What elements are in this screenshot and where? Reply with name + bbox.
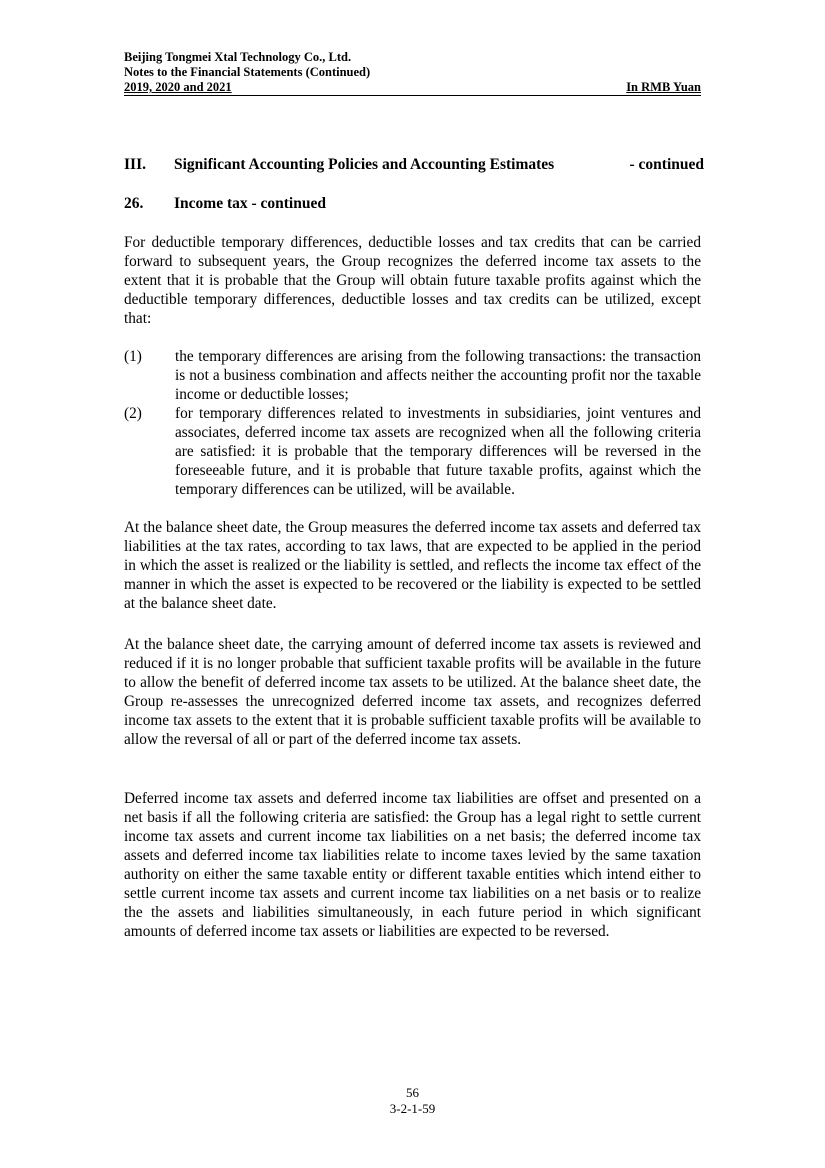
subsection-number: 26. bbox=[124, 195, 144, 212]
notes-title: Notes to the Financial Statements (Continued) bbox=[124, 65, 371, 79]
list-item-2 bbox=[124, 404, 701, 499]
list-marker-1: (1) bbox=[124, 348, 142, 365]
page-reference: 3-2-1-59 bbox=[389, 1101, 436, 1116]
section-title: Significant Accounting Policies and Accounting Estimates bbox=[174, 156, 555, 173]
list-marker-2: (2) bbox=[124, 405, 142, 422]
page-number: 56 bbox=[406, 1085, 419, 1100]
page-header bbox=[124, 50, 701, 96]
list-text-2: for temporary differences related to investments in subsidiaries, joint ventures and associates, deferred income tax assets are recognized when all the following criteria are satisfied: it is probable that the temporary differences will be reversed in the foreseeable future, and it is probable that future taxable profits, against which the temporary differences can be utilized, will be available. bbox=[175, 405, 701, 498]
paragraph-measurement: At the balance sheet date, the Group measures the deferred income tax assets and deferred tax liabilities at the tax rates, according to tax laws, that are expected to be applied in the period in which the asset is realized or the liability is settled, and reflects the income tax effect of the manner in which the asset is expected to be recovered or the liability is expected to be settled at the balance sheet date. bbox=[124, 519, 701, 612]
header-rule-line bbox=[124, 80, 701, 96]
paragraph-deductible-differences: For deductible temporary differences, deductible losses and tax credits that can be carried forward to subsequent years, the Group recognizes the deferred income tax assets to the extent that it is probable that the Group will obtain future taxable profits against which the deductible temporary differences, deductible losses and tax credits can be utilized, except that: bbox=[124, 234, 701, 327]
paragraph-carrying-amount: At the balance sheet date, the carrying amount of deferred income tax assets is reviewed and reduced if it is no longer probable that sufficient taxable profits will be available in the future to allow the benefit of deferred income tax assets to be utilized. At the balance sheet date, the Group re-assesses the unrecognized deferred income tax assets, and recognizes deferred income tax assets to the extent that it is probable sufficient taxable profits will be available to allow the reversal of all or part of the deferred income tax assets. bbox=[124, 636, 701, 748]
reporting-years: 2019, 2020 and 2021 bbox=[124, 80, 232, 94]
currency-label: In RMB Yuan bbox=[626, 80, 701, 94]
company-name: Beijing Tongmei Xtal Technology Co., Ltd. bbox=[124, 50, 352, 64]
list-item-1 bbox=[124, 347, 701, 404]
subsection-title: Income tax - continued bbox=[174, 195, 326, 212]
list-text-1: the temporary differences are arising from the following transactions: the transaction is not a business combination and affects neither the accounting profit nor the taxable income or deductible losses; bbox=[175, 348, 701, 403]
paragraph-offsetting: Deferred income tax assets and deferred income tax liabilities are offset and presented on a net basis if all the following criteria are satisfied: the Group has a legal right to settle current income tax assets and current income tax liabilities on a net basis; the deferred income tax assets and deferred income tax liabilities relate to income taxes levied by the same taxation authority on either the same taxable entity or different taxable entities which intend either to settle current income tax assets and current income tax liabilities on a net basis or to realize the the assets and liabilities simultaneously, in each future period in which significant amounts of deferred income tax assets or liabilities are expected to be reversed. bbox=[124, 790, 701, 940]
section-continued: - continued bbox=[629, 156, 704, 173]
section-number: III. bbox=[124, 156, 146, 173]
